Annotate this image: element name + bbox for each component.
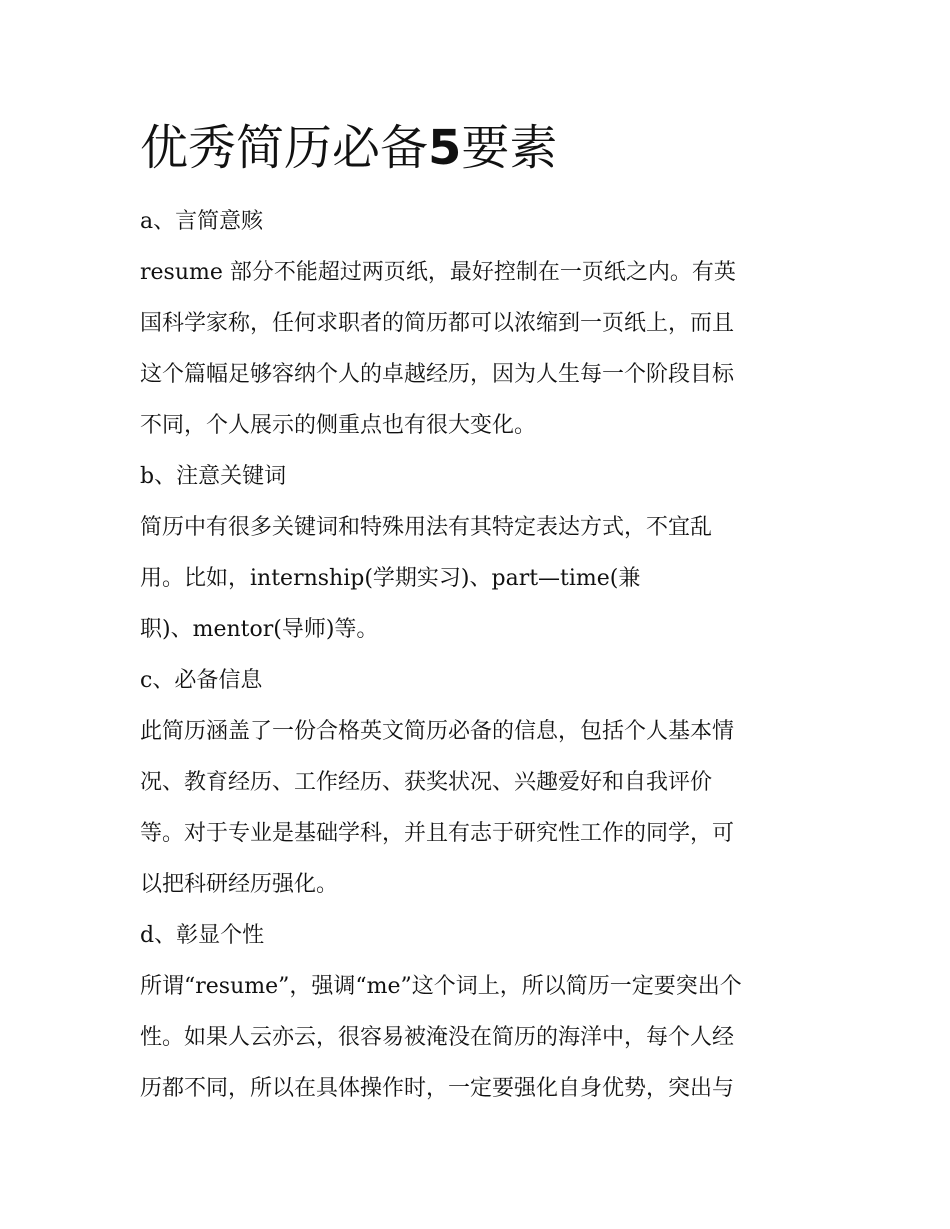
section-heading-d: d、彰显个性 xyxy=(140,923,265,948)
paragraph-line: 不同，个人展示的侧重点也有很大变化。 xyxy=(140,413,537,438)
title-suffix: 要素 xyxy=(461,120,558,176)
section-heading-a: a、言简意赅 xyxy=(140,209,264,234)
paragraph-line: 所谓“resume”，强调“me”这个词上，所以简历一定要突出个 xyxy=(140,974,742,999)
paragraph-line: 国科学家称，任何求职者的简历都可以浓缩到一页纸上，而且 xyxy=(140,311,735,336)
paragraph-line: 用。比如，internship(学期实习)、part—time(兼 xyxy=(140,566,641,591)
section-heading-c: c、必备信息 xyxy=(140,668,263,693)
paragraph-line: 况、教育经历、工作经历、获奖状况、兴趣爱好和自我评价 xyxy=(140,770,713,795)
paragraph-line: 此简历涵盖了一份合格英文简历必备的信息，包括个人基本情 xyxy=(140,719,735,744)
paragraph-line: 历都不同，所以在具体操作时，一定要强化自身优势，突出与 xyxy=(140,1076,735,1101)
paragraph-line: 这个篇幅足够容纳个人的卓越经历，因为人生每一个阶段目标 xyxy=(140,362,735,387)
paragraph-line: resume 部分不能超过两页纸，最好控制在一页纸之内。有英 xyxy=(140,260,736,285)
title-number: 5 xyxy=(428,120,462,176)
paragraph-line: 职)、mentor(导师)等。 xyxy=(140,617,379,642)
paragraph-line: 性。如果人云亦云，很容易被淹没在简历的海洋中，每个人经 xyxy=(140,1025,735,1050)
page-title xyxy=(140,112,557,184)
paragraph-line: 以把科研经历强化。 xyxy=(140,872,339,897)
paragraph-line: 等。对于专业是基础学科，并且有志于研究性工作的同学，可 xyxy=(140,821,735,846)
document-body xyxy=(140,196,820,1114)
title-prefix: 优秀简历必备 xyxy=(140,120,429,176)
paragraph-line: 简历中有很多关键词和特殊用法有其特定表达方式，不宜乱 xyxy=(140,515,713,540)
section-heading-b: b、注意关键词 xyxy=(140,464,287,489)
